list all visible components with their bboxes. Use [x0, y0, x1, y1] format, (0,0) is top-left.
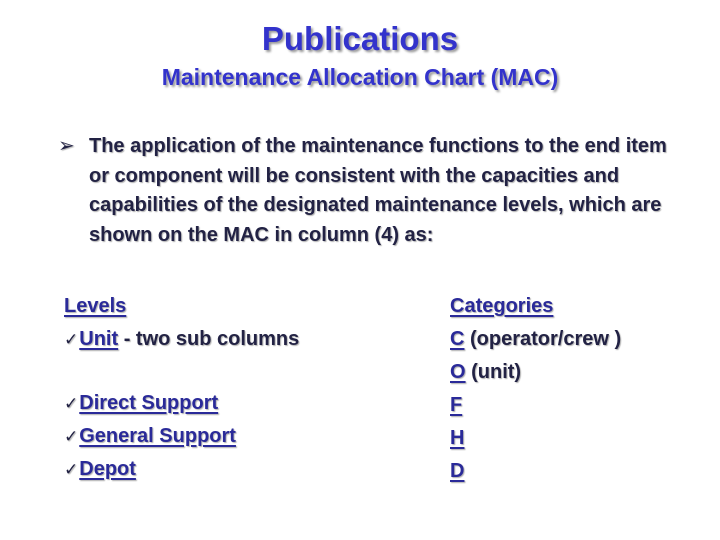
category-item: [450, 455, 700, 488]
category-code: C: [450, 328, 465, 350]
slide-subtitle: Maintenance Allocation Chart (MAC): [161, 64, 559, 90]
category-desc: (unit): [465, 361, 522, 383]
level-label: Direct Support: [79, 392, 219, 414]
level-label: Unit: [79, 328, 119, 350]
category-item: [450, 422, 700, 455]
category-code: F: [450, 394, 463, 416]
level-item: [64, 387, 394, 420]
checkmark-icon: ✓: [64, 330, 79, 350]
checkmark-icon: ✓: [64, 427, 79, 447]
categories-column: [450, 290, 700, 488]
category-item: [450, 356, 700, 389]
bullet-paragraph: [58, 132, 668, 250]
slide-title: Publications: [261, 20, 459, 57]
checkmark-icon: ✓: [64, 394, 79, 414]
level-suffix: - two sub columns: [118, 328, 300, 350]
bullet-text: The application of the maintenance functions to the end item or component will be consistent with the capacities and capabilities of the designated maintenance levels, which are shown on the MAC in column (4) as:: [89, 135, 667, 246]
levels-heading: Levels: [64, 295, 127, 317]
category-code: O: [450, 361, 466, 383]
levels-column: [64, 290, 394, 486]
category-item: [450, 323, 700, 356]
level-item: [64, 323, 394, 356]
category-item: [450, 389, 700, 422]
category-code: D: [450, 460, 465, 482]
arrow-bullet-icon: ➢: [58, 135, 75, 157]
checkmark-icon: ✓: [64, 460, 79, 480]
level-item: [64, 420, 394, 453]
category-desc: (operator/crew ): [464, 328, 622, 350]
level-label: General Support: [79, 425, 236, 447]
level-item: [64, 453, 394, 486]
categories-heading: Categories: [450, 295, 554, 317]
category-code: H: [450, 427, 465, 449]
level-label: Depot: [79, 458, 136, 480]
